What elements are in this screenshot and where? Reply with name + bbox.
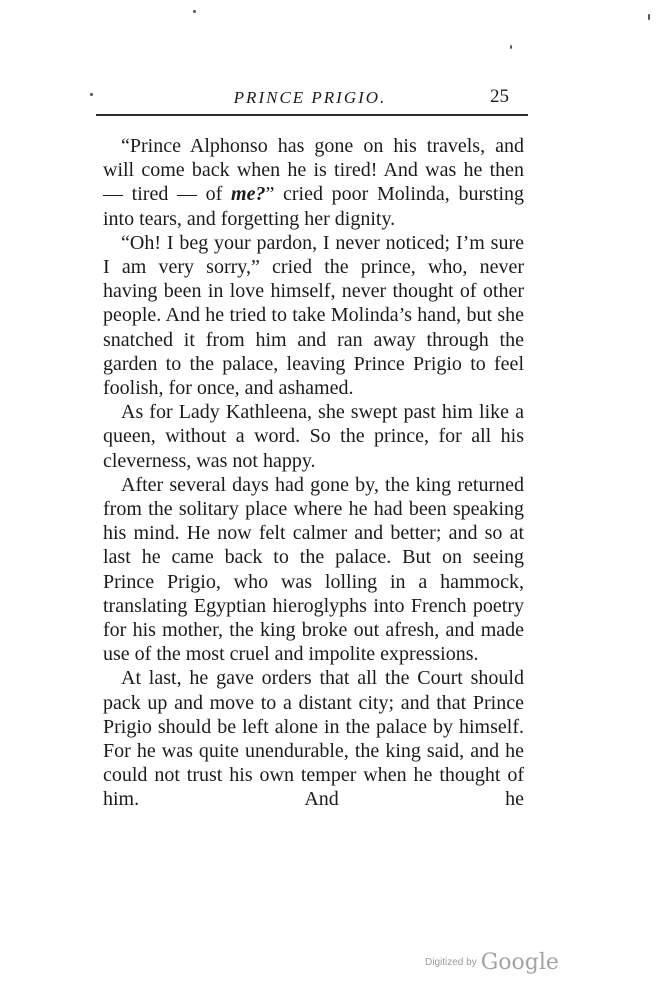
- digitized-by-google-watermark: [425, 950, 575, 980]
- paragraph: At last, he gave orders that all the Court should pack up and move to a distant city; and that Prince Prigio should be left alone in the palace by himself. For he was quite unendurable, the king said, and he could not trust his own temper when he thought of him. And he: [103, 667, 524, 811]
- scan-speck: [648, 14, 650, 20]
- scan-speck: [510, 45, 512, 49]
- watermark-prefix: Digitized by: [425, 957, 477, 968]
- header-rule: [96, 114, 528, 116]
- paragraph-text: “Prince Alphonso has gone on his travels, and will come back when he is tired! And was he then — tired — of: [103, 135, 524, 206]
- scan-speck: [193, 10, 196, 13]
- google-logo: Google: [480, 950, 559, 975]
- scan-speck: [90, 93, 93, 96]
- paragraph-text: ” cried poor Molinda, bursting into tears, and forgetting her dignity.: [103, 183, 524, 230]
- paragraph: [103, 134, 524, 231]
- paragraph: As for Lady Kathleena, she swept past him like a queen, without a word. So the prince, for all his cleverness, was not happy.: [103, 401, 524, 472]
- emphasized-word: me?: [231, 183, 266, 206]
- running-title: PRINCE PRIGIO.: [233, 88, 387, 107]
- paragraph: After several days had gone by, the king returned from the solitary place where he had been speaking his mind. He now felt calmer and better; and so at last he came back to the palace. But on seeing Prince Prigio, who was lolling in a hammock, translating Egyptian hieroglyphs into French poetry for his mother, the king broke out afresh, and made use of the most cruel and impolite expressions.: [103, 473, 524, 666]
- body-text: [103, 134, 524, 812]
- page-number: 25: [490, 86, 509, 107]
- paragraph: “Oh! I beg your pardon, I never noticed; I’m sure I am very sorry,” cried the prince, who, never having been in love himself, never thought of other people. And he tried to take Molinda’s hand, but she snatched it from him and ran away through the garden to the palace, leaving Prince Prigio to feel foolish, for once, and ashamed.: [103, 231, 524, 400]
